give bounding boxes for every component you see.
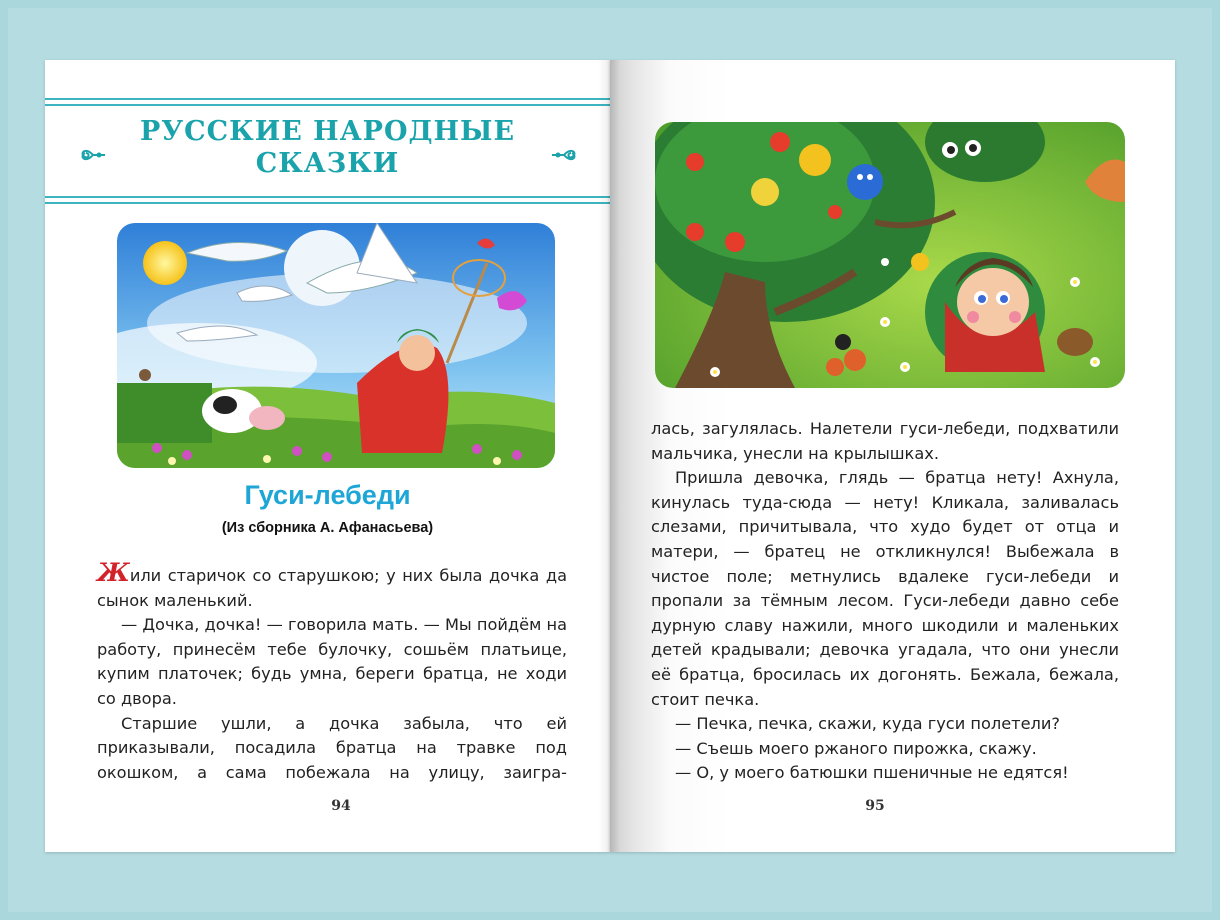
left-page (45, 60, 610, 852)
divider-line (45, 196, 610, 198)
illustration-apple-tree (655, 122, 1125, 388)
page-number-left: 94 (331, 798, 351, 814)
left-page-text (97, 558, 567, 785)
divider-line (45, 98, 610, 100)
open-book (45, 60, 1175, 852)
page-number-right: 95 (865, 798, 885, 814)
paragraph: — Печка, печка, скажи, куда гуси полетели? (675, 714, 1061, 734)
ornament-right-icon (550, 142, 578, 168)
right-page-text (651, 417, 1119, 786)
ornament-left-icon (79, 142, 107, 168)
paragraph: — Съешь моего ржаного пирожка, скажу. (675, 738, 1037, 758)
paragraph: лась, загулялась. Налетели гуси-лебеди, подхватили мальчика, унесли на крылышках. (651, 419, 1119, 463)
paragraph: Старшие ушли, а дочка забыла, что ей приказывали, посадила братца на травке под окошком, а сама побежала на улицу, заигра- (97, 713, 567, 782)
right-page (610, 60, 1175, 852)
story-title: Гуси-лебеди (244, 480, 411, 510)
paragraph: Жили старичок со старушкою; у них была дочка да сынок маленький. (97, 558, 567, 610)
divider-line (45, 104, 610, 106)
section-title: РУССКИЕ НАРОДНЫЕ СКАЗКИ (139, 116, 516, 179)
paragraph: — О, у моего батюшки пшеничные не едятся! (675, 763, 1069, 783)
divider-line (45, 202, 610, 204)
paragraph: — Дочка, дочка! — говорила мать. — Мы пойдём на работу, принесём тебе булочку, сошьём платьице, купим платочек; будь умна, береги братца, не ходи со двора. (97, 615, 567, 708)
story-subtitle: (Из сборника А. Афанасьева) (221, 520, 434, 536)
drop-cap: Ж (97, 558, 130, 587)
section-header-banner (45, 98, 610, 204)
paragraph: Пришла девочка, глядь — братца нету! Ахнула, кинулась туда-сюда — нету! Кликала, заливалась слезами, причитывала, что худо будет от отца и матери, — братец не откликнулся! Выбежала в чистое поле; метнулись вдалеке гуси-лебеди и пропали за тёмным лесом. Гуси-лебеди давно себе дурную славу нажили, много шкодили и маленьких детей крадывали; девочка угадала, что они унесли её братца, бросилась их догонять. Бежала, бежала, стоит печка. (651, 468, 1119, 709)
illustration-geese-swans (117, 223, 555, 468)
